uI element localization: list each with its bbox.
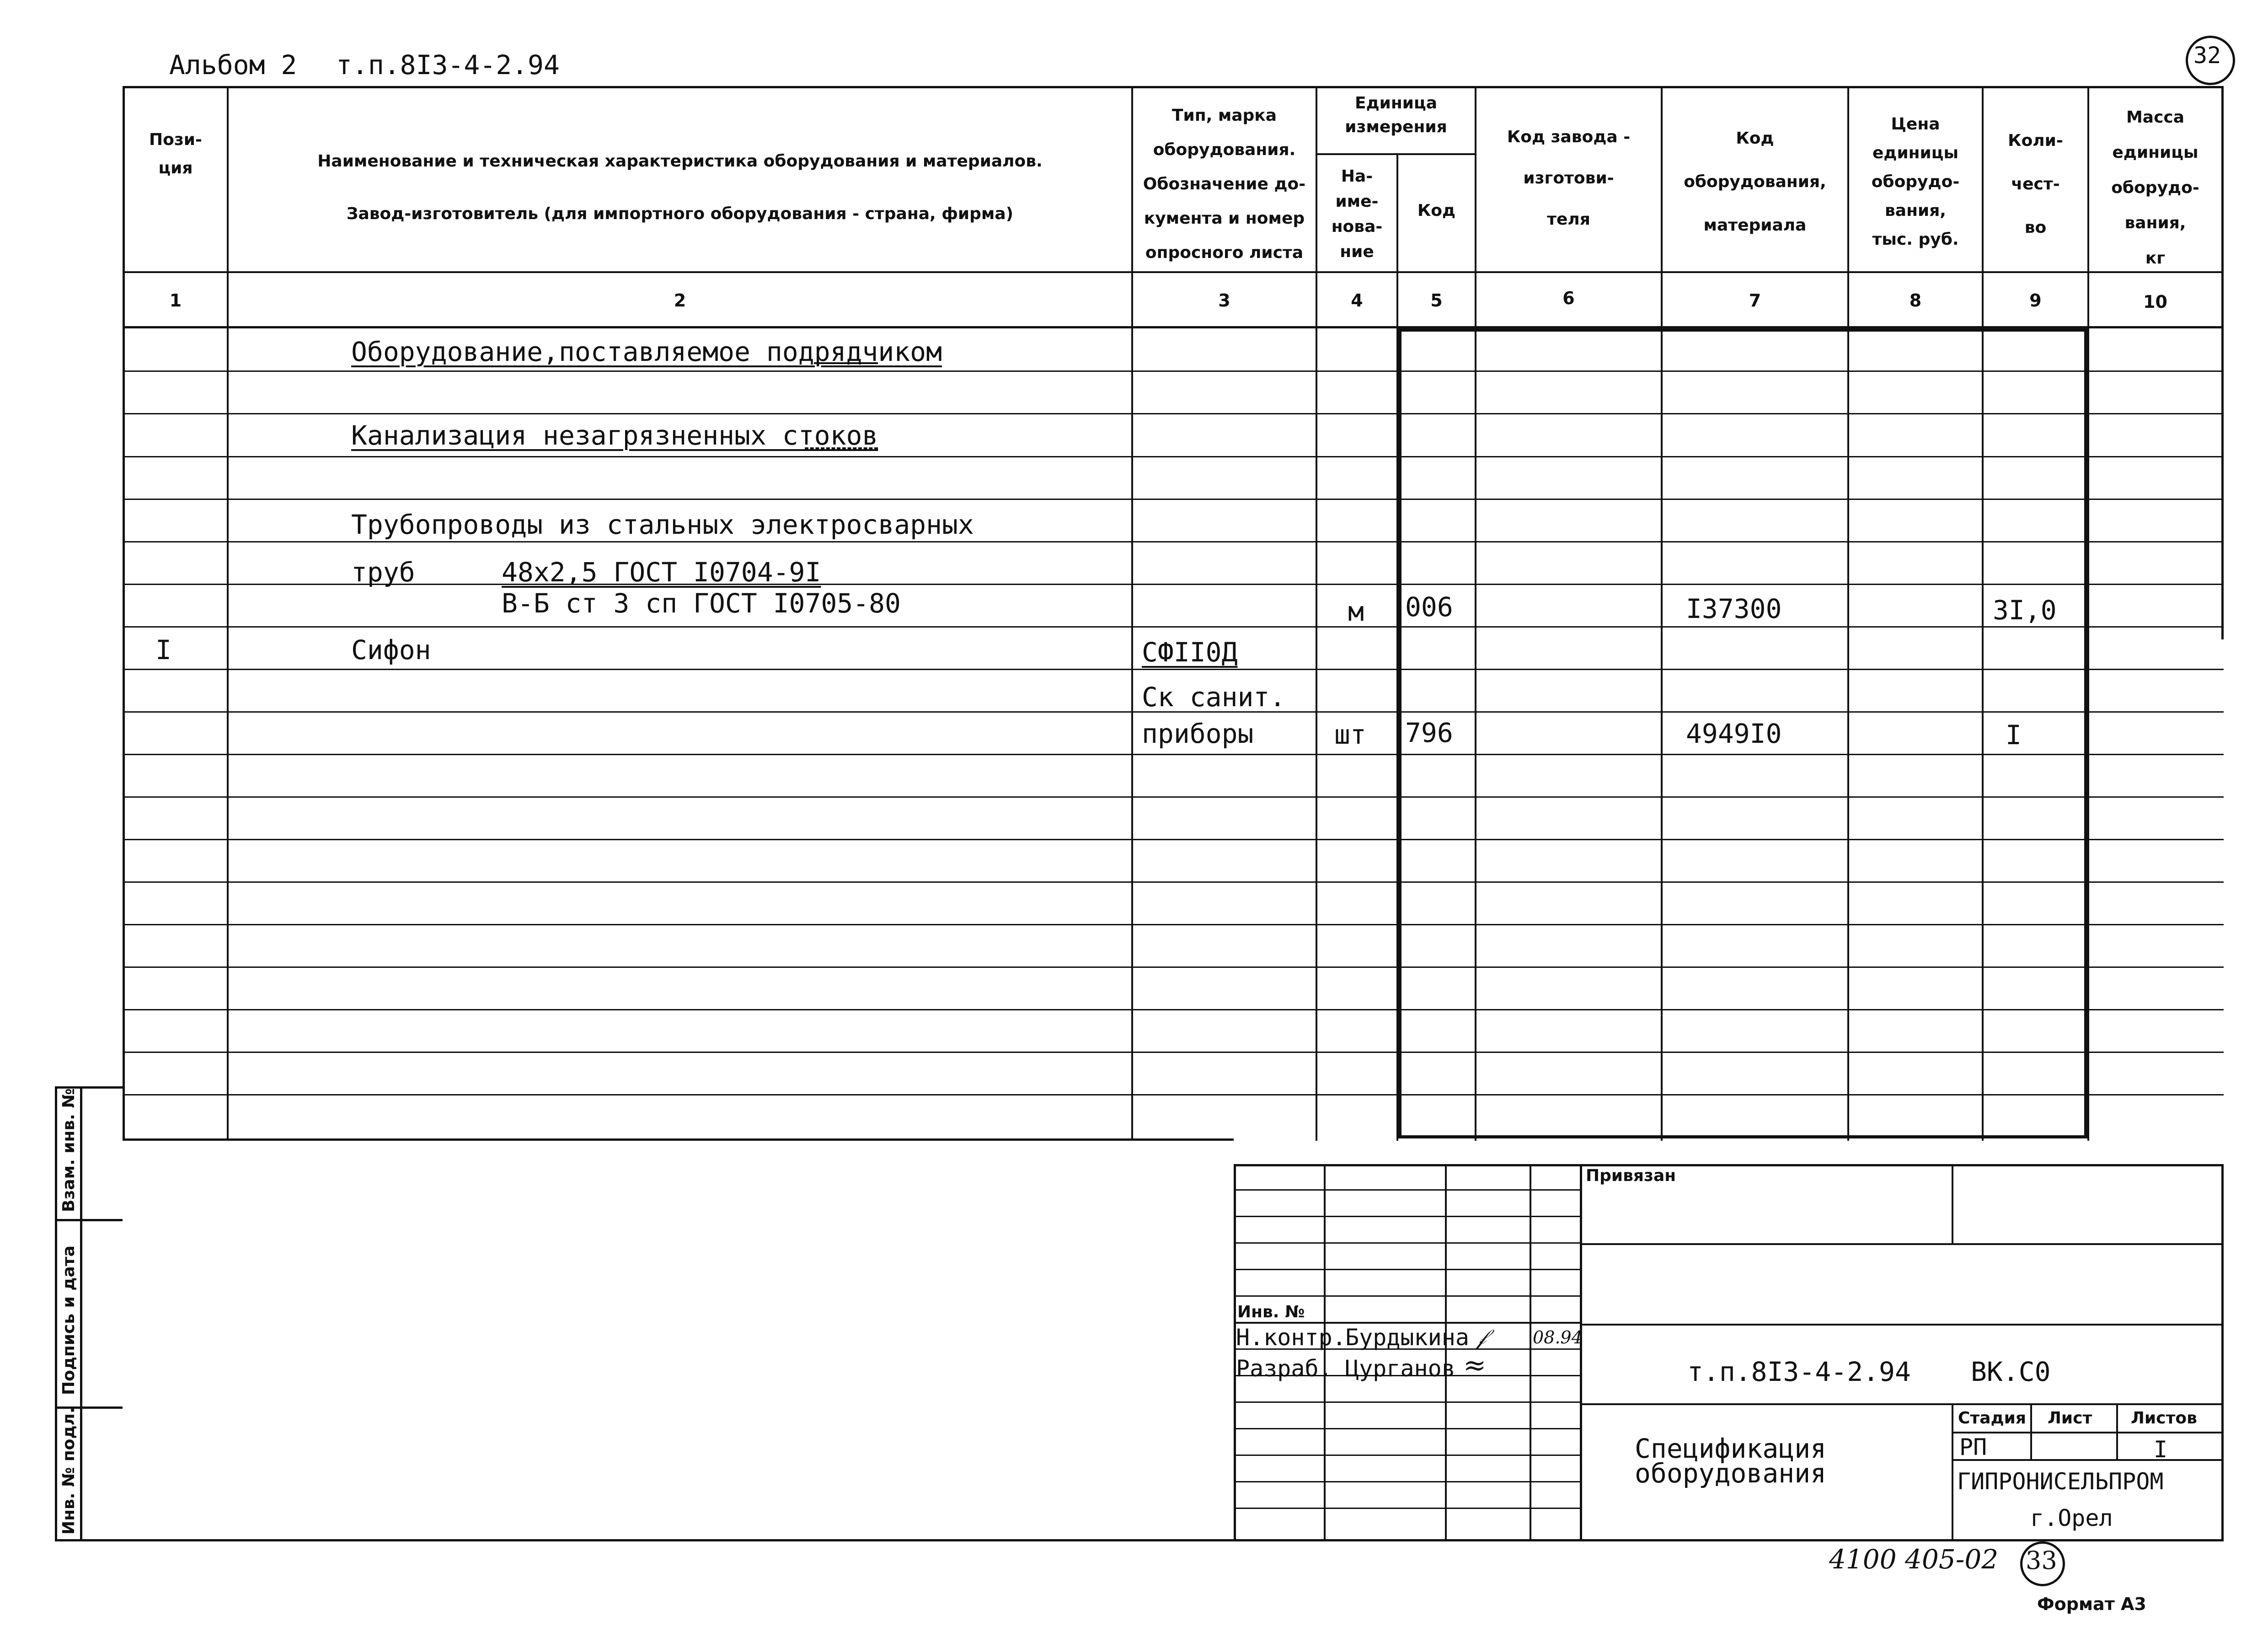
circled-number: 33	[2026, 1546, 2057, 1575]
n-kontr-signature: 𝒻	[1477, 1324, 1487, 1349]
razrab-signature: ≈	[1463, 1349, 1487, 1381]
pipes-quantity: 3I,0	[1993, 595, 2057, 626]
col-number-8: 8	[1909, 290, 1922, 311]
col9-header: Коли- чест- во	[2008, 131, 2063, 237]
side-stamp-orig-inv: Инв. № подл.	[59, 1407, 78, 1535]
inv-no-label: Инв. №	[1237, 1303, 1305, 1321]
section-heading-sewerage: Канализация незагрязненных стоков	[351, 420, 878, 451]
col-number-9: 9	[2029, 290, 2042, 311]
col-number-2: 2	[674, 290, 686, 311]
col6-header: Код завода - изготови- теля	[1507, 128, 1631, 229]
side-stamp-sign-date: Подпись и дата	[59, 1245, 78, 1395]
pipes-line-2b: 48х2,5 ГОСТ I0704-9I	[502, 557, 821, 588]
list-label: Лист	[2048, 1409, 2092, 1428]
page-number: 32	[2193, 42, 2221, 69]
underline-tail	[814, 362, 878, 364]
pipes-unit-code: 006	[1405, 591, 1453, 623]
siphon-type: СФII0Д	[1142, 637, 1238, 668]
n-kontr-date: 08.94	[1533, 1327, 1583, 1347]
org-name: ГИПРОНИСЕЛЬПРОМ	[1957, 1468, 2164, 1495]
siphon-name: Сифон	[351, 634, 431, 666]
listov-value: I	[2154, 1436, 2168, 1463]
col5-header: Код	[1417, 201, 1456, 220]
razrab-label: Разраб.	[1236, 1355, 1332, 1382]
siphon-unit: шт	[1334, 719, 1366, 750]
listov-label: Листов	[2131, 1409, 2197, 1428]
siphon-doc-1: Ск санит.	[1142, 682, 1286, 713]
city-name: г.Орел	[2030, 1505, 2113, 1531]
col7-header: Код оборудования, материала	[1684, 129, 1826, 235]
format-label: Формат А3	[2037, 1594, 2146, 1614]
siphon-quantity: I	[2006, 719, 2022, 751]
section-heading-contractor: Оборудование,поставляемое подрядчиком	[351, 336, 942, 367]
siphon-material-code: 4949I0	[1686, 718, 1782, 749]
side-stamp-replace-inv: Взам. инв. №	[59, 1088, 78, 1212]
razrab-name: Цурганов	[1345, 1355, 1455, 1382]
handwritten-code: 4100 405-02	[1829, 1544, 1999, 1575]
col-number-10: 10	[2143, 292, 2167, 312]
pipes-unit: м	[1348, 596, 1364, 627]
siphon-unit-code: 796	[1405, 717, 1453, 748]
doc-mark: ВК.С0	[1971, 1356, 2051, 1387]
unit-header: Единица измерения	[1345, 94, 1447, 136]
siphon-position: I	[155, 634, 171, 666]
n-kontr-name: Бурдыкина	[1345, 1324, 1469, 1351]
stadiya-value: РП	[1959, 1434, 1987, 1460]
col-number-3: 3	[1218, 290, 1230, 311]
col-number-5: 5	[1430, 290, 1443, 311]
pipes-line-1: Трубопроводы из стальных электросварных	[351, 509, 974, 540]
col-number-6: 6	[1562, 288, 1575, 308]
col2-header: Наименование и техническая характеристика оборудования и материалов. Завод-изготовитель (для импортного оборудования - страна, фирма)	[317, 152, 1043, 223]
album-label: Альбом 2	[169, 49, 297, 81]
pipes-line-2a: труб	[351, 557, 415, 588]
col3-header: Тип, марка оборудования. Обозначение до- кумента и номер опросного листа	[1143, 106, 1306, 262]
col4-header: На- име- нова- ние	[1331, 167, 1383, 261]
doc-code: т.п.8I3-4-2.94	[1687, 1356, 1911, 1387]
col1-header: Пози- ция	[149, 130, 202, 177]
stadiya-label: Стадия	[1958, 1409, 2026, 1428]
privyazan-label: Привязан	[1586, 1166, 1676, 1185]
underline-tail	[805, 447, 878, 449]
col-number-4: 4	[1351, 290, 1363, 311]
siphon-doc-2: приборы	[1142, 718, 1254, 749]
doc-title: Спецификация оборудования	[1635, 1433, 1827, 1489]
col10-header: Масса единицы оборудо- вания, кг	[2111, 108, 2199, 268]
col-number-7: 7	[1749, 290, 1761, 311]
col8-header: Цена единицы оборудо- вания, тыс. руб.	[1871, 115, 1960, 249]
pipes-material-code: I37300	[1686, 593, 1782, 624]
n-kontr-label: Н.контр.	[1236, 1324, 1346, 1351]
col-number-1: 1	[169, 290, 182, 311]
pipes-line-3: В-Б ст 3 сп ГОСТ I0705-80	[502, 588, 901, 619]
project-code: т.п.8I3-4-2.94	[336, 49, 560, 81]
